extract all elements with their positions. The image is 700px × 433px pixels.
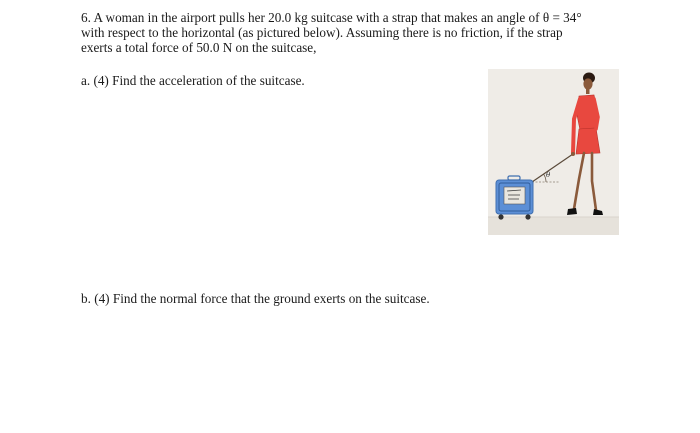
problem-statement bbox=[81, 10, 641, 55]
question-a: a. (4) Find the acceleration of the suitcase. bbox=[81, 73, 305, 88]
angle-label: θ bbox=[546, 171, 551, 179]
problem-line-3: exerts a total force of 50.0 N on the suitcase, bbox=[81, 40, 317, 55]
problem-line-2: with respect to the horizontal (as pictured below). Assuming there is no friction, if the strap bbox=[81, 25, 563, 40]
question-b: b. (4) Find the normal force that the ground exerts on the suitcase. bbox=[81, 291, 430, 306]
suitcase bbox=[496, 176, 533, 220]
woman-pulling-suitcase-figure bbox=[488, 69, 619, 235]
problem-line-1: 6. A woman in the airport pulls her 20.0 kg suitcase with a strap that makes an angle of θ = 34° bbox=[81, 10, 582, 25]
